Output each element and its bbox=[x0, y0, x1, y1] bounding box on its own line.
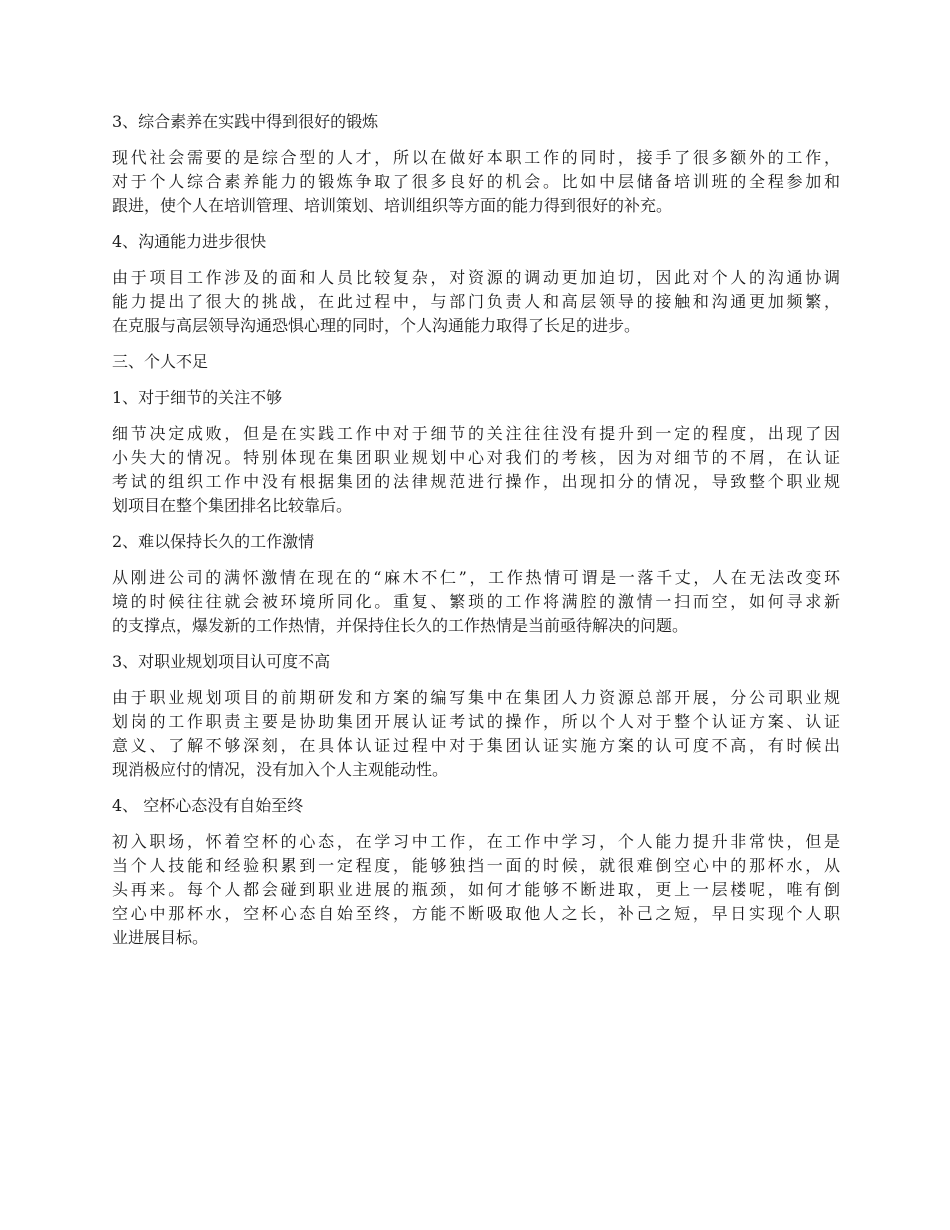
text-line: 跟进，使个人在培训管理、培训策划、培训组织等方面的能力得到很好的补充。 bbox=[112, 196, 673, 215]
heading-communication: 4、沟通能力进步很快 bbox=[112, 232, 267, 251]
heading-passion: 2、难以保持长久的工作激情 bbox=[112, 532, 315, 551]
text-line: 细节决定成败，但是在实践工作中对于细节的关注往往没有提升到一定的程度，出现了因 bbox=[112, 424, 840, 443]
para-career-planning bbox=[112, 686, 840, 782]
text-line: 现代社会需要的是综合型的人才，所以在做好本职工作的同时，接手了很多额外的工作， bbox=[112, 148, 840, 167]
text-line: 对于个人综合素养能力的锻炼争取了很多良好的机会。比如中层储备培训班的全程参加和 bbox=[112, 172, 840, 191]
heading-comprehensive-quality: 3、综合素养在实践中得到很好的锻炼 bbox=[112, 112, 379, 131]
text-line: 境的时候往往就会被环境所同化。重复、繁琐的工作将满腔的激情一扫而空，如何寻求新 bbox=[112, 592, 840, 611]
text-line: 初入职场，怀着空杯的心态，在学习中工作，在工作中学习，个人能力提升非常快，但是 bbox=[112, 832, 840, 851]
text-line: 头再来。每个人都会碰到职业进展的瓶颈，如何才能够不断进取，更上一层楼呢，唯有倒 bbox=[112, 880, 840, 899]
heading-career-planning: 3、对职业规划项目认可度不高 bbox=[112, 652, 331, 671]
document-page bbox=[112, 110, 840, 962]
text-line: 由于项目工作涉及的面和人员比较复杂，对资源的调动更加迫切，因此对个人的沟通协调 bbox=[112, 268, 840, 287]
para-comprehensive-quality bbox=[112, 146, 840, 218]
text-line: 当个人技能和经验积累到一定程度，能够独挡一面的时候，就很难倒空心中的那杯水，从 bbox=[112, 856, 840, 875]
text-line: 在克服与高层领导沟通恐惧心理的同时，个人沟通能力取得了长足的进步。 bbox=[112, 316, 641, 335]
text-line: 考试的组织工作中没有根据集团的法律规范进行操作，出现扣分的情况，导致整个职业规 bbox=[112, 472, 840, 491]
heading-section-shortcomings: 三、个人不足 bbox=[112, 352, 209, 371]
heading-details: 1、对于细节的关注不够 bbox=[112, 388, 283, 407]
text-line: 现消极应付的情况，没有加入个人主观能动性。 bbox=[112, 760, 449, 779]
para-passion bbox=[112, 566, 840, 638]
para-communication bbox=[112, 266, 840, 338]
text-line: 划项目在整个集团排名比较靠后。 bbox=[112, 496, 353, 515]
para-empty-cup bbox=[112, 830, 840, 950]
heading-empty-cup: 4、 空杯心态没有自始至终 bbox=[112, 796, 304, 815]
text-line: 从刚进公司的满怀激情在现在的“麻木不仁”，工作热情可谓是一落千丈，人在无法改变环 bbox=[112, 568, 840, 587]
text-line: 由于职业规划项目的前期研发和方案的编写集中在集团人力资源总部开展，分公司职业规 bbox=[112, 688, 840, 707]
text-line: 能力提出了很大的挑战，在此过程中，与部门负责人和高层领导的接触和沟通更加频繁， bbox=[112, 292, 840, 311]
para-details bbox=[112, 422, 840, 518]
text-line: 的支撑点，爆发新的工作热情，并保持住长久的工作热情是当前亟待解决的问题。 bbox=[112, 616, 689, 635]
text-line: 意义、了解不够深刻，在具体认证过程中对于集团认证实施方案的认可度不高，有时候出 bbox=[112, 736, 840, 755]
text-line: 业进展目标。 bbox=[112, 928, 209, 947]
text-line: 空心中那杯水，空杯心态自始至终，方能不断吸取他人之长，补己之短，早日实现个人职 bbox=[112, 904, 840, 923]
text-line: 划岗的工作职责主要是协助集团开展认证考试的操作，所以个人对于整个认证方案、认证 bbox=[112, 712, 840, 731]
text-line: 小失大的情况。特别体现在集团职业规划中心对我们的考核，因为对细节的不屑，在认证 bbox=[112, 448, 840, 467]
